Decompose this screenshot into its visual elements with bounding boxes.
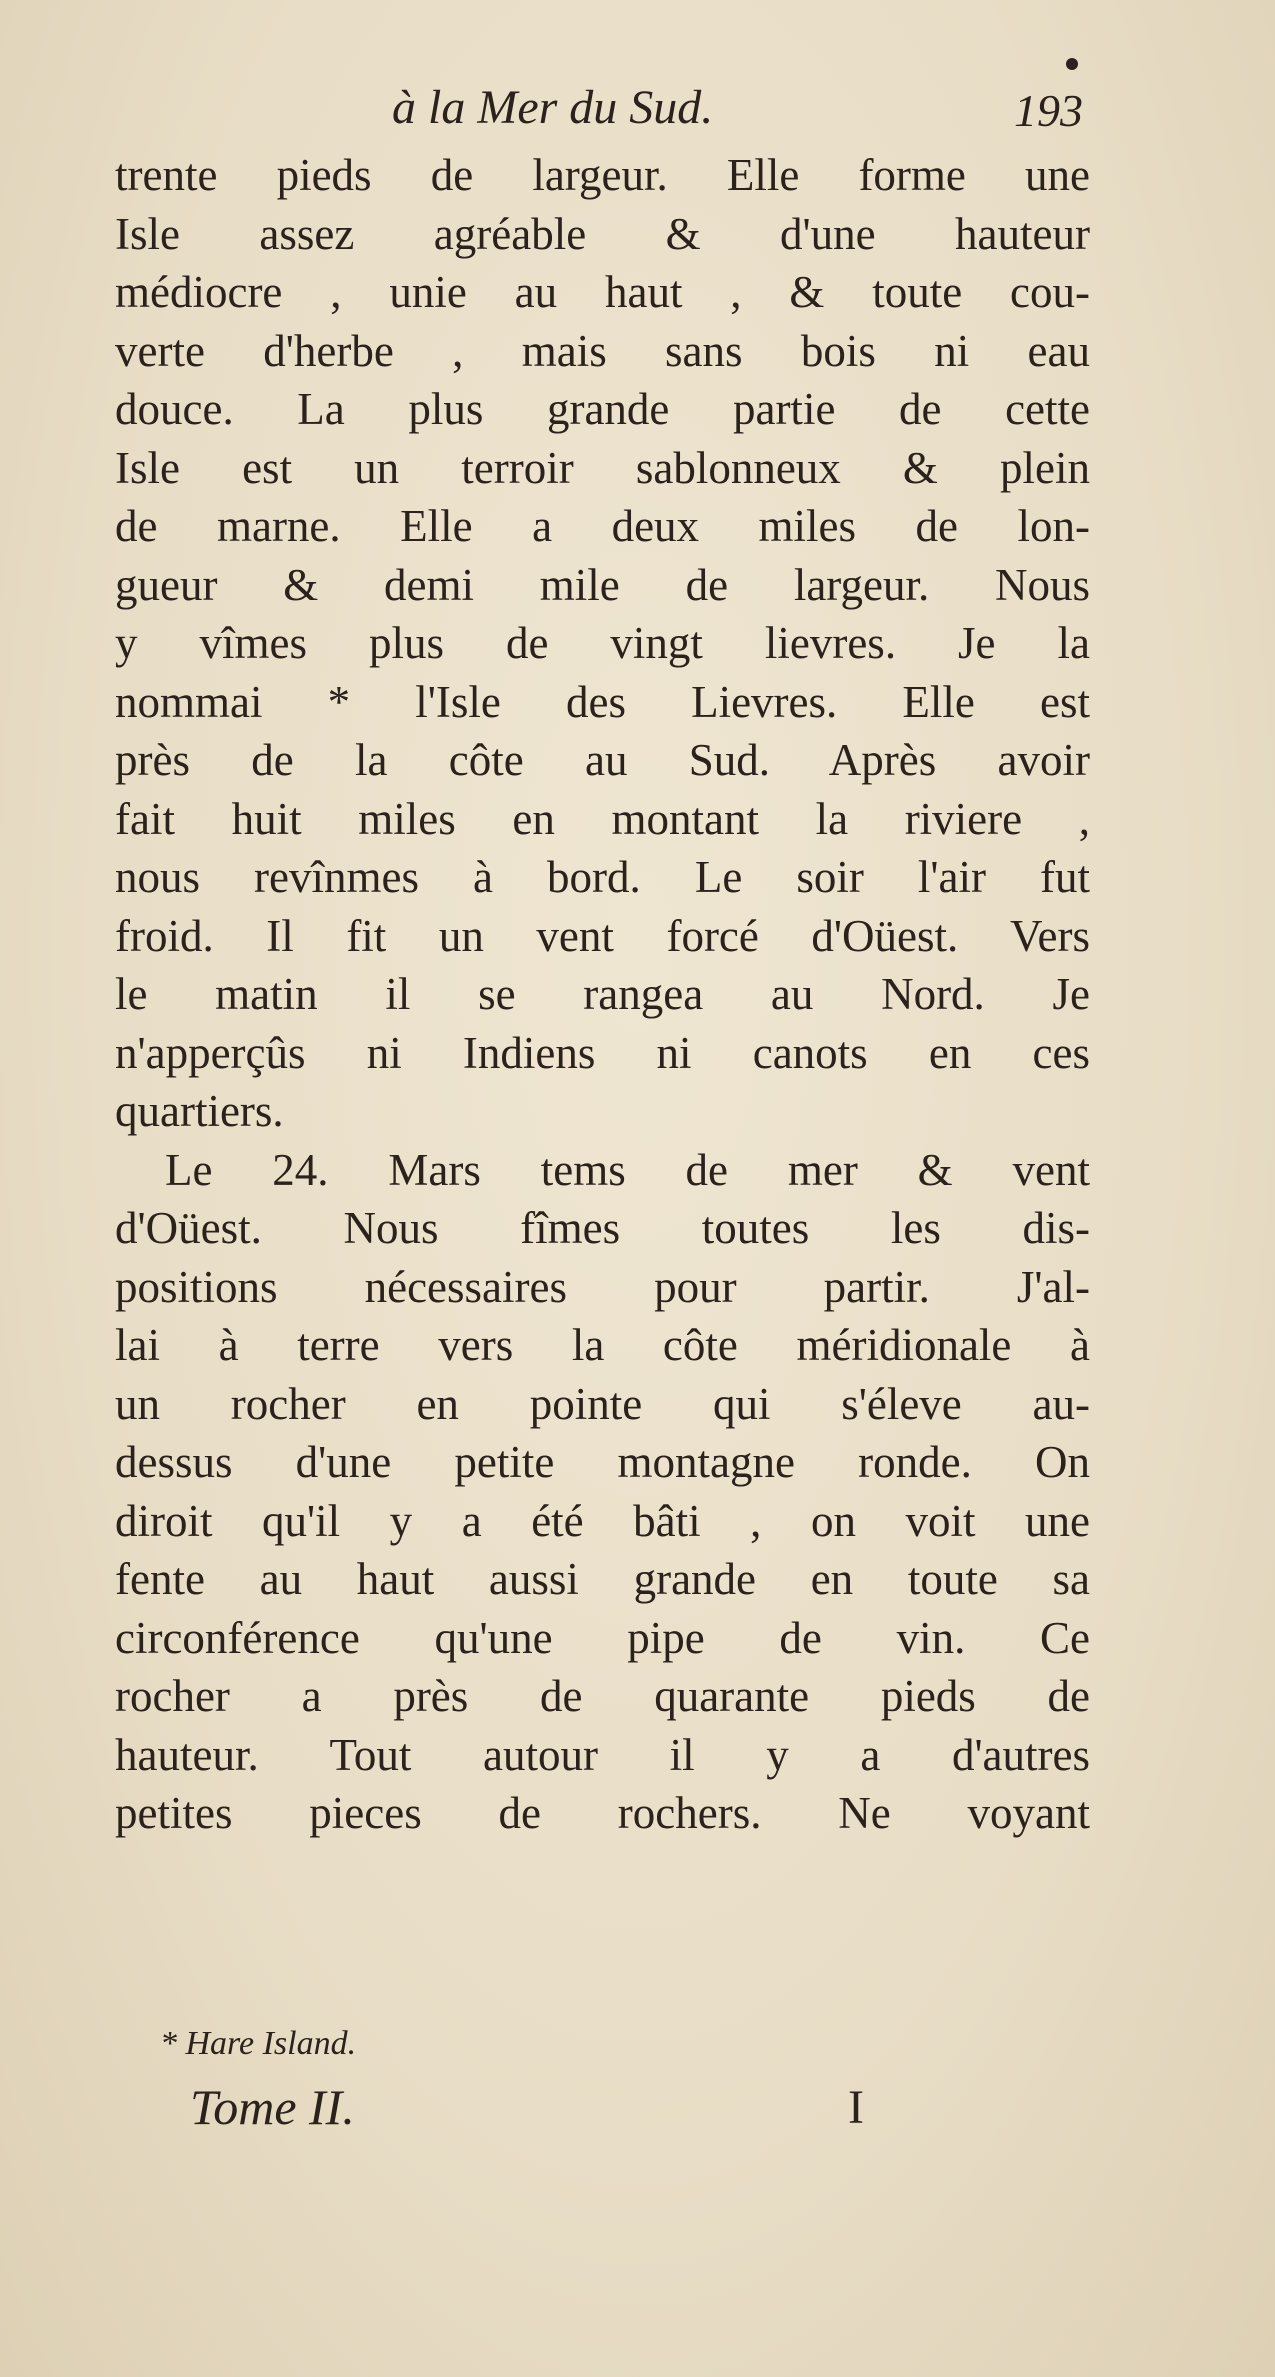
text-line: diroit qu'il y a été bâti , on voit une bbox=[115, 1495, 1090, 1546]
body-text bbox=[115, 146, 1090, 1843]
text-line: hauteur. Tout autour il y a d'autres bbox=[115, 1729, 1090, 1780]
text-line: nommai * l'Isle des Lievres. Elle est bbox=[115, 676, 1090, 727]
text-line: trente pieds de largeur. Elle forme une bbox=[115, 150, 1090, 200]
volume-signature: Tome II. bbox=[190, 2079, 355, 2135]
text-line: quartiers. bbox=[115, 1086, 284, 1136]
page-number: 193 bbox=[1014, 85, 1083, 136]
text-line: nous revînmes à bord. Le soir l'air fut bbox=[115, 852, 1090, 902]
text-line: le matin il se rangea au Nord. Je bbox=[115, 969, 1090, 1019]
footnote: * Hare Island. bbox=[160, 2025, 357, 2062]
text-line: verte d'herbe , mais sans bois ni eau bbox=[115, 325, 1090, 376]
signature-letter: I bbox=[848, 2081, 864, 2134]
running-title: à la Mer du Sud. bbox=[392, 81, 714, 134]
text-line: dessus d'une petite montagne ronde. On bbox=[115, 1437, 1090, 1487]
text-line: rocher a près de quarante pieds de bbox=[115, 1671, 1090, 1721]
text-line: positions nécessaires pour partir. J'al- bbox=[115, 1261, 1090, 1312]
text-line: y vîmes plus de vingt lievres. Je la bbox=[115, 618, 1090, 668]
text-line: lai à terre vers la côte méridionale à bbox=[115, 1320, 1090, 1370]
text-line: fait huit miles en montant la riviere , bbox=[115, 793, 1090, 844]
text-line: fente au haut aussi grande en toute sa bbox=[115, 1554, 1090, 1604]
text-line: douce. La plus grande partie de cette bbox=[115, 384, 1090, 434]
text-line: Le 24. Mars tems de mer & vent bbox=[165, 1144, 1090, 1195]
text-line: circonférence qu'une pipe de vin. Ce bbox=[115, 1612, 1090, 1663]
ink-dot bbox=[1066, 58, 1078, 70]
text-line: Isle assez agréable & d'une hauteur bbox=[115, 208, 1090, 259]
text-line: d'Oüest. Nous fîmes toutes les dis- bbox=[115, 1203, 1090, 1253]
text-line: près de la côte au Sud. Après avoir bbox=[115, 735, 1090, 785]
text-line: froid. Il fit un vent forcé d'Oüest. Vers bbox=[115, 910, 1090, 961]
text-line: Isle est un terroir sablonneux & plein bbox=[115, 442, 1090, 493]
text-line: médiocre , unie au haut , & toute cou- bbox=[115, 267, 1090, 317]
text-line: un rocher en pointe qui s'éleve au- bbox=[115, 1378, 1090, 1429]
text-line: de marne. Elle a deux miles de lon- bbox=[115, 501, 1090, 551]
text-line: petites pieces de rochers. Ne voyant bbox=[115, 1788, 1090, 1838]
text-line: n'apperçûs ni Indiens ni canots en ces bbox=[115, 1027, 1090, 1078]
text-line: gueur & demi mile de largeur. Nous bbox=[115, 559, 1090, 610]
